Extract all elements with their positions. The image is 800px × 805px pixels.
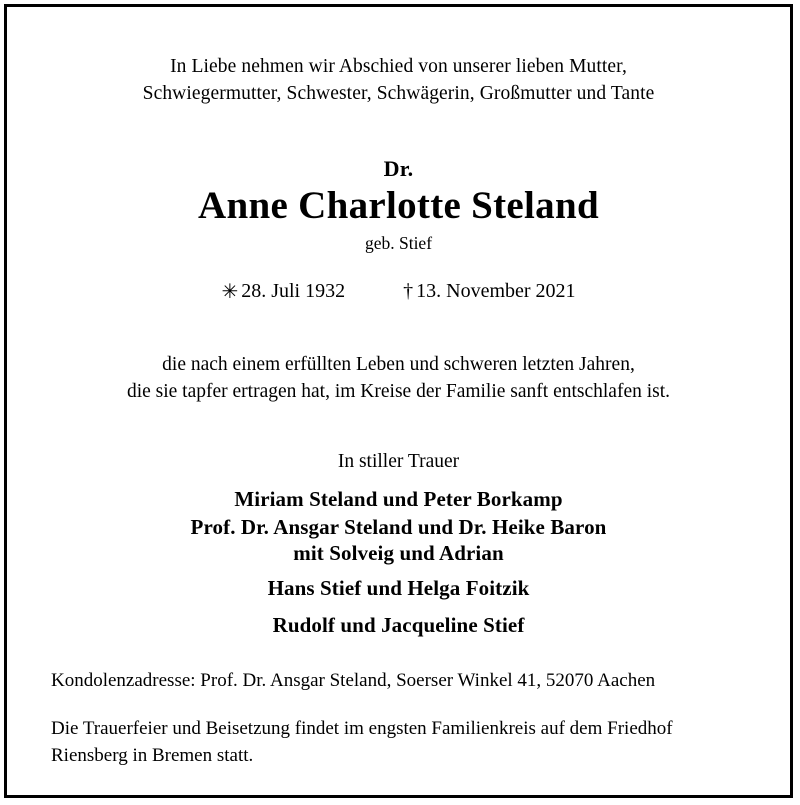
deceased-full-name: Anne Charlotte Steland [198,184,599,227]
intro-line-1: In Liebe nehmen wir Abschied von unserer lieben Mutter, [170,56,627,77]
mourner-entry: Rudolf und Jacqueline Stief [272,613,525,637]
mourners-heading: In stiller Trauer [337,451,460,472]
memorial-line-2: die sie tapfer ertragen hat, im Kreise der Familie sanft entschlafen ist. [126,381,671,402]
ceremony-line-2: Riensberg in Bremen statt. [51,745,254,766]
intro-line-2: Schwiegermutter, Schwester, Schwägerin, Großmutter und Tante [142,83,655,104]
ceremony-info-block [51,715,760,769]
life-dates [7,278,790,304]
death-date-text: 13. November 2021 [416,280,576,302]
mourners-list [7,484,790,640]
death-cross-icon: † [403,280,414,302]
memorial-line-1: die nach einem erfüllten Leben und schweren letzten Jahren, [162,354,635,375]
birth-date-item [221,278,345,304]
mourner-entry: Hans Stief und Helga Foitzik [267,576,530,600]
deceased-title: Dr. [383,156,414,181]
birth-star-icon: ✳ [221,281,239,303]
footer-block [51,667,760,769]
ceremony-line-1: Die Trauerfeier und Beisetzung findet im engsten Familienkreis auf dem Friedhof [51,718,673,739]
condolence-address-line: Kondolenzadresse: Prof. Dr. Ansgar Steland, Soerser Winkel 41, 52070 Aachen [51,670,656,691]
deceased-name-block [7,155,790,255]
intro-paragraph [7,53,790,107]
death-date-item [403,278,575,304]
mourner-entry: mit Solveig und Adrian [293,541,504,565]
mourner-entry: Miriam Steland und Peter Borkamp [234,487,563,511]
deceased-maiden-name: geb. Stief [364,233,433,253]
obituary-content [7,7,790,795]
mourner-entry: Prof. Dr. Ansgar Steland und Dr. Heike Baron [190,515,607,539]
obituary-notice-frame [4,4,793,798]
birth-date-text: 28. Juli 1932 [241,280,346,302]
condolence-address-block [51,667,760,694]
memorial-paragraph [7,351,790,405]
